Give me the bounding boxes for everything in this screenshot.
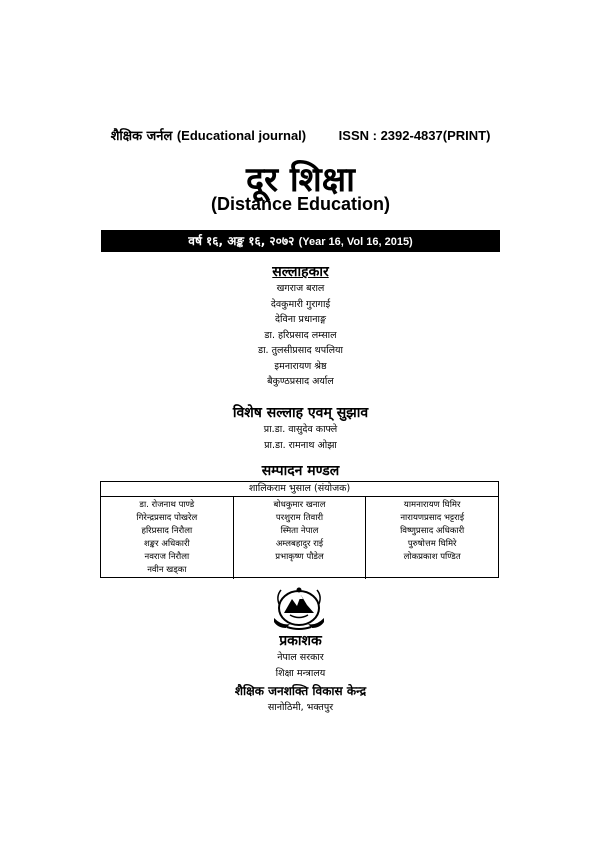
list-item: परशुराम तिवारी (275, 513, 324, 523)
journal-name-en: (Educational journal) (176, 128, 307, 143)
editorial-heading: सम्पादन मण्डल (261, 463, 340, 479)
list-item: डा. रोजनाथ पाण्डे (139, 500, 195, 510)
list-item: नवीन खड्का (147, 565, 187, 575)
list-item: शङ्कर अधिकारी (144, 539, 190, 549)
list-item: डा. हरिप्रसाद लम्साल (264, 329, 337, 341)
editorial-column-2 (233, 497, 366, 579)
publisher-ministry: शिक्षा मन्त्रालय (275, 668, 326, 679)
page-title: दूर शिक्षा (246, 160, 355, 200)
list-item: यामनारायण घिमिर (403, 500, 461, 510)
editorial-coordinator: शालिकराम भुसाल (संयोजक) (101, 482, 498, 497)
publisher-government: नेपाल सरकार (277, 652, 324, 663)
publisher-section (0, 632, 601, 716)
list-item: हरिप्रसाद निरौला (141, 526, 193, 536)
journal-header (0, 126, 601, 144)
list-item: गिरेन्द्रप्रसाद पोखरेल (136, 513, 198, 523)
list-item: देवकुमारी गुरागाई (270, 298, 331, 310)
publisher-organization: शैक्षिक जनशक्ति विकास केन्द्र (234, 684, 367, 698)
year-volume-bar (101, 230, 500, 252)
list-item: विष्णुप्रसाद अधिकारी (400, 526, 465, 536)
list-item: अम्लबहादुर राई (275, 539, 324, 549)
list-item: प्रा.डा. वासुदेव काफ्ले (263, 424, 338, 435)
year-volume-en: (Year 16, Vol 16, 2015) (298, 236, 413, 248)
nepal-government-emblem-icon (270, 582, 328, 632)
special-advice-list (0, 422, 601, 453)
page-subtitle: (Distance Education) (210, 194, 391, 214)
list-item: बैकुण्ठप्रसाद अर्याल (267, 376, 334, 387)
advisors-list (0, 281, 601, 390)
special-advice-heading: विशेष सल्लाह एवम् सुझाव (232, 405, 369, 421)
list-item: इमनारायण श्रेष्ठ (274, 360, 327, 372)
list-item: प्रभाकृष्ण पौडेल (275, 552, 324, 562)
list-item: प्रा.डा. रामनाथ ओझा (264, 439, 337, 451)
editorial-columns (101, 497, 498, 579)
publisher-heading: प्रकाशक (279, 633, 322, 649)
list-item: नारायणप्रसाद भट्टराई (400, 513, 464, 523)
special-advice-section (0, 404, 601, 453)
list-item: बोधकुमार खनाल (273, 500, 326, 510)
list-item: पुरुषोत्तम घिमिरे (407, 539, 457, 549)
advisors-section (0, 263, 601, 390)
list-item: नवराज निरौला (144, 552, 190, 562)
list-item: देविना प्रधानाङ्ग (275, 314, 326, 325)
publisher-address: सानोठिमी, भक्तपुर (267, 702, 334, 713)
list-item: स्मिता नेपाल (280, 526, 319, 536)
list-item: खगराज बराल (276, 283, 325, 294)
editorial-heading-wrap (0, 462, 601, 480)
editorial-board-table (100, 481, 499, 578)
advisors-heading: सल्लाहकार (272, 264, 329, 280)
editorial-column-1 (101, 497, 233, 579)
issn-number: ISSN : 2392-4837(PRINT) (338, 128, 491, 143)
year-volume-np: वर्ष १६, अङ्क १६, २०७२ (188, 234, 295, 248)
journal-name-np: शैक्षिक जर्नल (110, 129, 173, 144)
list-item: लोकप्रकाश पण्डित (403, 552, 461, 562)
list-item: डा. तुलसीप्रसाद थपलिया (257, 345, 343, 356)
editorial-column-3 (365, 497, 498, 579)
